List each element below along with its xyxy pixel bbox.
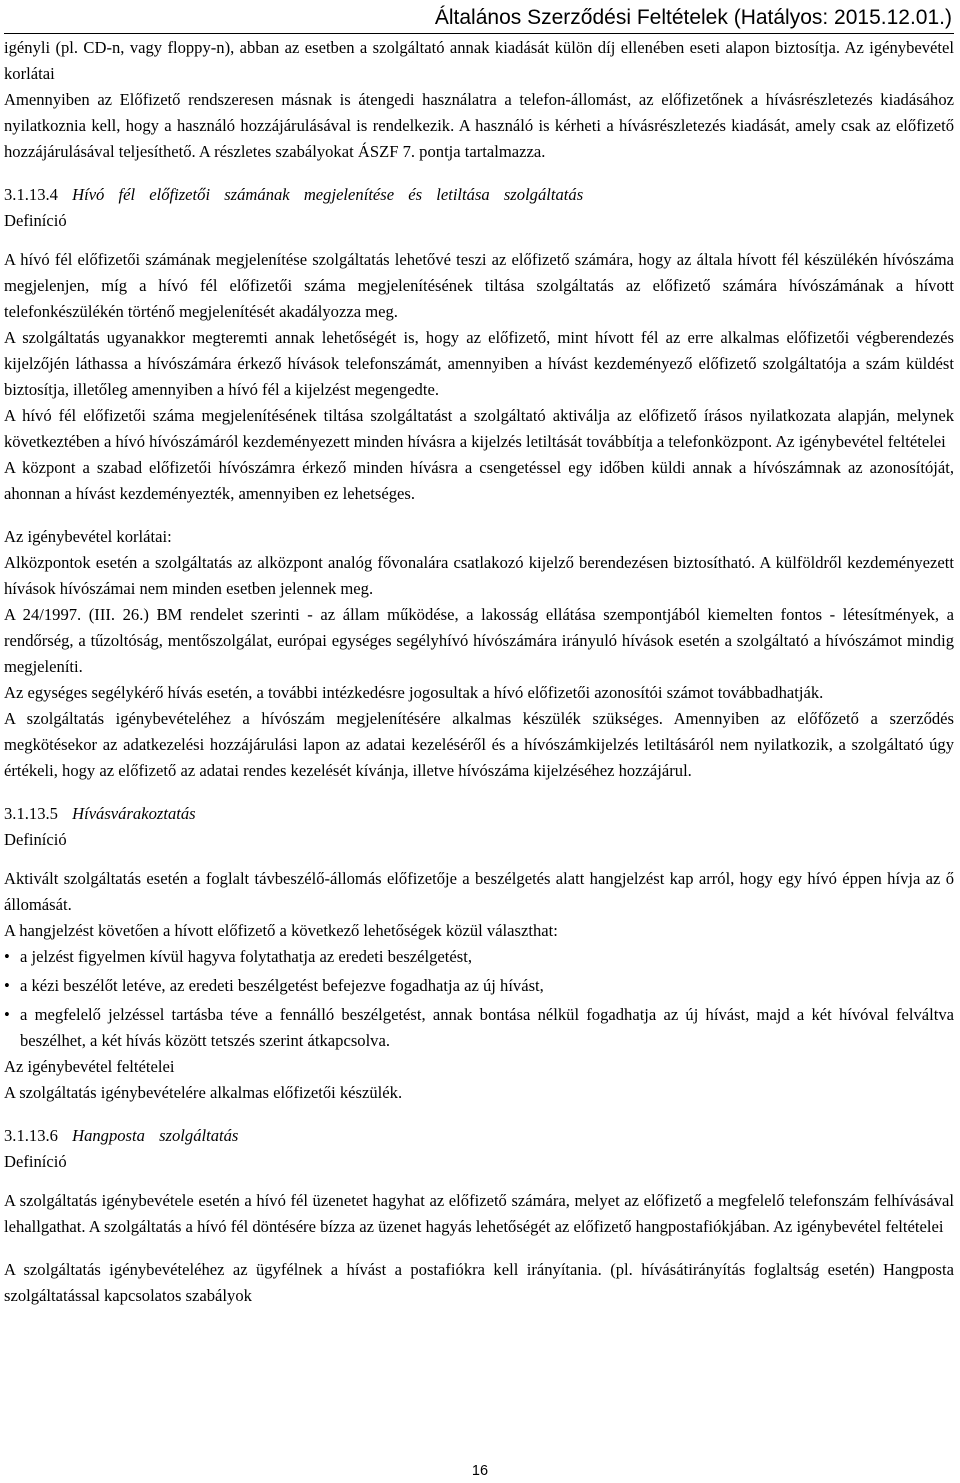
paragraph: A szolgáltatás igénybevételére alkalmas előfizetői készülék. [4, 1083, 403, 1102]
spacer [4, 507, 954, 524]
paragraph: A hívó fél előfizetői száma megjelenítésének tiltása szolgáltatást a szolgáltató aktiválja az előfizető írásos nyilatkozata alapján, melynek következtében a hívó hívószámáról kezdeményezett minden hívásra a kijelzés letiltását továbbítja a telefonközpont. Az igénybevétel feltételei [4, 406, 954, 451]
paragraph: Alközpontok esetén a szolgáltatás az alközpont analóg fővonalára csatlakozó kijelző berendezésen biztosítható. A külföldről kezdeményezett hívások hívószámai nem minden esetben jelennek meg. [4, 553, 954, 598]
paragraph: Aktivált szolgáltatás esetén a foglalt távbeszélő-állomás előfizetője a beszélgetés alatt hangjelzést kap arról, hogy egy hívó éppen hívja az ő állomását. [4, 869, 954, 914]
section-title: Hívó fél előfizetői számának megjelenítése és letiltása szolgáltatás [72, 185, 584, 204]
paragraph: A szolgáltatás igénybevételéhez a hívószám megjelenítésére alkalmas készülék szükséges. Amennyiben az előfőzető a szerződés megkötésekor az adatkezelési hozzájárulási lapon az adatai kezeléséről és a hívószámkijelzés letiltásáról nem nyilatkozik, a szolgáltató úgy értékeli, hogy az előfizető az adatai rendes kezelését kívánja, illetve hívószáma kijelzéséhez hozzájárul. [4, 709, 954, 780]
spacer [4, 1175, 954, 1188]
paragraph: A szolgáltatás igénybevétele esetén a hívó fél üzenetet hagyhat az előfizető számára, melyet az előfizető a megfelelő telefonszám felhívásával lehallgathat. A szolgáltatás a hívó fél döntésére bízza az üzenet hagyás lehetőségét az előfizető hangpostafiókjában. Az igénybevétel feltételei [4, 1191, 954, 1236]
paragraph: Az igénybevétel korlátai: [4, 527, 172, 546]
page-number: 16 [471, 1463, 489, 1479]
paragraph: Az egységes segélykérő hívás esetén, a további intézkedésre jogosultak a hívó előfizetői azonosítói számot továbbadhatják. [4, 683, 824, 702]
section-number: 3.1.13.5 [4, 804, 58, 823]
definition-label: Definíció [4, 1152, 67, 1171]
paragraph: Az igénybevétel feltételei [4, 1057, 175, 1076]
header-rule [4, 33, 954, 34]
paragraph: A hívó fél előfizetői számának megjelenítése szolgáltatás lehetővé teszi az előfizető számára, hogy az általa hívott fél készülékén hívószáma megjelenjen, míg a hívó fél előfizetői száma megjelenítésének tiltása szolgáltatás az előfizető számára hívószámának a hívott telefonkészülékén történő megjelenítését akadályozza meg. [4, 250, 954, 321]
running-header: Általános Szerződési Feltételek (Hatályos: 2015.12.01.) [434, 6, 952, 29]
paragraph: A szolgáltatás igénybevételéhez az ügyfélnek a hívást a postafiókra kell irányítania. (pl. hívásátirányítás foglaltság esetén) Hangposta szolgáltatással kapcsolatos szabályok [4, 1260, 954, 1305]
section-heading-3-1-13-4 [4, 182, 954, 208]
spacer [4, 165, 954, 182]
bullet-list [4, 944, 954, 1054]
bullet-icon: • [4, 947, 10, 966]
spacer [4, 1106, 954, 1123]
document-body [4, 35, 954, 1309]
paragraph: A szolgáltatás ugyanakkor megteremti annak lehetőségét is, hogy az előfizető, mint hívott fél az erre alkalmas előfizetői végberendezés kijelzőjén láthassa a hívószámára érkező hívások telefonszámát, amennyiben a hívást kezdeményező előfizető szolgáltatója a szám küldést biztosítja, illetőleg amennyiben a hívó fél a kijelzést megengedte. [4, 328, 954, 399]
section-number: 3.1.13.4 [4, 185, 58, 204]
section-heading-3-1-13-6 [4, 1123, 954, 1149]
list-item-text: a jelzést figyelmen kívül hagyva folytathatja az eredeti beszélgetést, [20, 947, 472, 966]
list-item [4, 944, 954, 970]
paragraph: igényli (pl. CD-n, vagy floppy-n), abban az esetben a szolgáltató annak kiadását külön díj ellenében eseti alapon biztosítja. Az igénybevétel korlátai [4, 38, 954, 83]
spacer [4, 1240, 954, 1257]
section-number: 3.1.13.6 [4, 1126, 58, 1145]
paragraph: A 24/1997. (III. 26.) BM rendelet szerinti - az állam működése, a lakosság ellátása szempontjából kiemelten fontos - létesítmények, a rendőrség, a tűzoltóság, mentőszolgálat, európai egységes segélyhívó hívószámára irányuló hívások esetén a szolgáltató a hívószámot mindig megjeleníti. [4, 605, 954, 676]
definition-label: Definíció [4, 830, 67, 849]
section-heading-3-1-13-5 [4, 801, 954, 827]
bullet-icon: • [4, 976, 10, 995]
paragraph: Amennyiben az Előfizető rendszeresen másnak is átengedi használatra a telefon-állomást, az előfizetőnek a hívásrészletezés kiadásához nyilatkoznia kell, hogy a használó hozzájárulásával is rendelkezik. A használó is kérheti a hívásrészletezés kiadását, amely csak az előfizető hozzájárulásával teljesíthető. A részletes szabályokat ÁSZF 7. pontja tartalmazza. [4, 90, 954, 161]
paragraph: A központ a szabad előfizetői hívószámra érkező minden hívásra a csengetéssel egy időben küldi annak a hívószámnak az azonosítóját, ahonnan a hívást kezdeményezték, amennyiben ez lehetséges. [4, 458, 954, 503]
list-item-text: a kézi beszélőt letéve, az eredeti beszélgetést befejezve fogadhatja az új hívást, [20, 976, 544, 995]
list-item [4, 973, 954, 999]
paragraph: A hangjelzést követően a hívott előfizető a következő lehetőségek közül választhat: [4, 921, 558, 940]
definition-label: Definíció [4, 211, 67, 230]
list-item-text: a megfelelő jelzéssel tartásba téve a fennálló beszélgetést, annak bontása nélkül fogadhatja az új hívást, majd a két hívóval felváltva beszélhet, a két hívás között tetszés szerint átkapcsolva. [20, 1005, 954, 1050]
bullet-icon: • [4, 1005, 10, 1024]
section-title: Hangposta szolgáltatás [72, 1126, 239, 1145]
spacer [4, 853, 954, 866]
section-title: Hívásvárakoztatás [72, 804, 196, 823]
list-item [4, 1002, 954, 1054]
spacer [4, 784, 954, 801]
spacer [4, 234, 954, 247]
